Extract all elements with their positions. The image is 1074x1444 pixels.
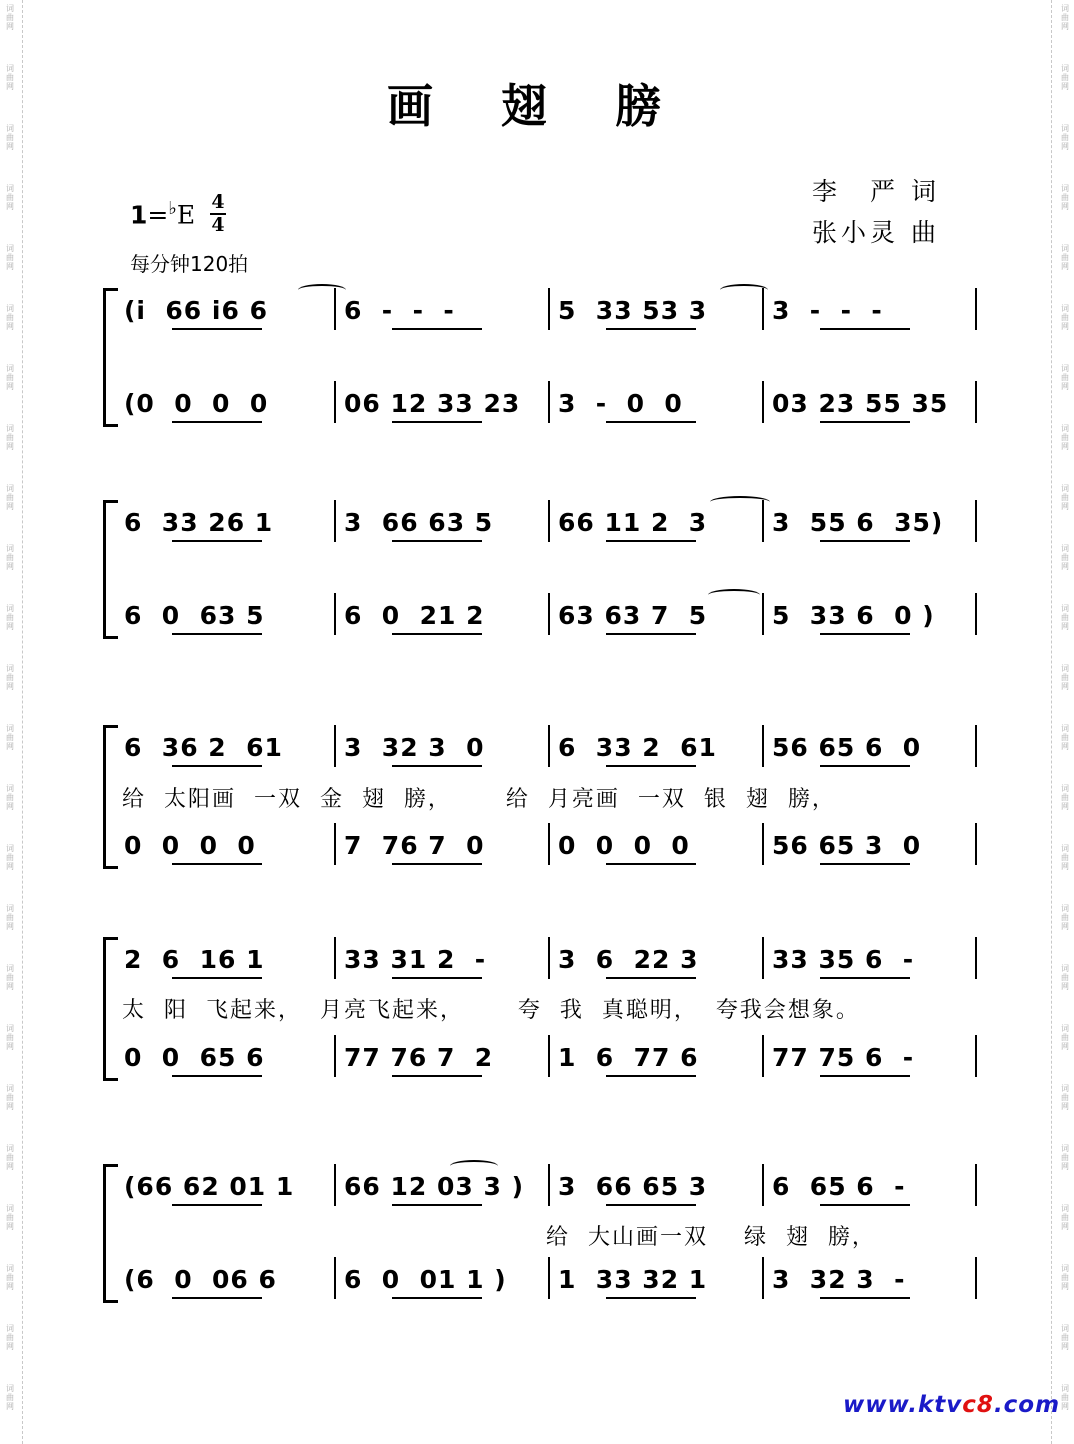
barline — [334, 1257, 336, 1299]
watermark-text: 词曲网 — [6, 124, 14, 151]
barline — [548, 937, 550, 979]
measure — [772, 1043, 972, 1103]
measure — [124, 601, 324, 661]
measure — [772, 831, 972, 891]
beam-underline — [392, 328, 482, 330]
measure — [344, 389, 544, 449]
measure-notes: 6 0 63 5 — [124, 601, 265, 630]
tie-arc — [298, 284, 346, 296]
tie-arc — [708, 589, 760, 601]
measure-notes: 77 75 6 - — [772, 1043, 915, 1072]
beam-underline — [820, 863, 910, 865]
site-prefix: www.ktv — [843, 1392, 963, 1418]
barline — [548, 1035, 550, 1077]
watermark-text: 词曲网 — [6, 664, 14, 691]
measure-notes: 03 23 55 35 — [772, 389, 949, 418]
beam-underline — [172, 765, 262, 767]
measure-notes: 6 65 6 - — [772, 1172, 906, 1201]
measure-notes: 3 66 65 3 — [558, 1172, 708, 1201]
watermark-text: 词曲网 — [6, 484, 14, 511]
watermark-text: 词曲网 — [6, 1144, 14, 1171]
watermark-text: 词曲网 — [6, 544, 14, 571]
measure-notes: (6 0 06 6 — [124, 1265, 277, 1294]
measure-notes: 3 - - - — [772, 296, 883, 325]
barline — [762, 937, 764, 979]
barline — [975, 381, 977, 423]
watermark-text: 词曲网 — [6, 1324, 14, 1351]
watermark-text: 词曲网 — [6, 304, 14, 331]
measure — [558, 831, 758, 891]
measure-notes: 6 0 21 2 — [344, 601, 485, 630]
beam-underline — [392, 421, 482, 423]
measure — [558, 508, 758, 568]
measure — [124, 389, 324, 449]
staff-lower — [0, 1265, 1074, 1325]
barline — [334, 823, 336, 865]
measure — [558, 1043, 758, 1103]
watermark-text: 词曲网 — [1061, 64, 1069, 91]
barline — [975, 288, 977, 330]
beam-underline — [172, 1204, 262, 1206]
watermark-text: 词曲网 — [1061, 364, 1069, 391]
watermark-text: 词曲网 — [1061, 904, 1069, 931]
barline — [334, 593, 336, 635]
measure-notes: 3 66 63 5 — [344, 508, 494, 537]
measure-notes: (i 66 i6 6 — [124, 296, 268, 325]
barline — [334, 381, 336, 423]
measure — [344, 831, 544, 891]
staff-upper — [0, 296, 1074, 356]
beam-underline — [820, 633, 910, 635]
watermark-text: 词曲网 — [1061, 724, 1069, 751]
key-letter: E — [176, 200, 196, 230]
measure-notes: 3 6 22 3 — [558, 945, 699, 974]
measure — [772, 1265, 972, 1325]
measure-notes: 7 76 7 0 — [344, 831, 485, 860]
beam-underline — [172, 328, 262, 330]
barline — [548, 288, 550, 330]
key-one: 1 — [130, 200, 148, 230]
barline — [548, 725, 550, 767]
barline — [762, 725, 764, 767]
measure-notes: 3 55 6 35) — [772, 508, 944, 537]
measure — [124, 1265, 324, 1325]
measure-notes: 0 0 65 6 — [124, 1043, 265, 1072]
beam-underline — [820, 540, 910, 542]
measure-notes: 3 32 3 0 — [344, 733, 485, 762]
beam-underline — [172, 540, 262, 542]
beam-underline — [606, 977, 696, 979]
measure-notes: 06 12 33 23 — [344, 389, 521, 418]
measure-notes: 6 33 2 61 — [558, 733, 717, 762]
beam-underline — [820, 421, 910, 423]
barline — [975, 1257, 977, 1299]
watermark-text: 词曲网 — [1061, 1324, 1069, 1351]
measure — [124, 1172, 324, 1232]
beam-underline — [606, 540, 696, 542]
beam-underline — [606, 1297, 696, 1299]
watermark-text: 词曲网 — [6, 1204, 14, 1231]
beam-underline — [392, 1297, 482, 1299]
watermark-text: 词曲网 — [1061, 664, 1069, 691]
beam-underline — [606, 863, 696, 865]
measure — [344, 508, 544, 568]
measure-notes: 77 76 7 2 — [344, 1043, 494, 1072]
measure-notes: 1 6 77 6 — [558, 1043, 699, 1072]
barline — [334, 725, 336, 767]
beam-underline — [606, 328, 696, 330]
watermark-text: 词曲网 — [6, 724, 14, 751]
lyrics-line: 给 太阳画 一双 金 翅 膀， 给 月亮画 一双 银 翅 膀， — [122, 787, 836, 812]
song-title: 画 翅 膀 — [386, 79, 688, 133]
watermark-text: 词曲网 — [1061, 1264, 1069, 1291]
measure — [558, 389, 758, 449]
barline — [548, 593, 550, 635]
measure-notes: 66 11 2 3 — [558, 508, 708, 537]
measure — [124, 1043, 324, 1103]
measure — [344, 1043, 544, 1103]
watermark-text: 词曲网 — [1061, 544, 1069, 571]
watermark-text: 词曲网 — [1061, 1384, 1069, 1411]
watermark-text: 词曲网 — [1061, 184, 1069, 211]
barline — [762, 1035, 764, 1077]
beam-underline — [606, 633, 696, 635]
measure-notes: 56 65 6 0 — [772, 733, 922, 762]
barline — [975, 593, 977, 635]
lyricist-credit: 李 严 词 — [812, 177, 940, 206]
measure — [772, 508, 972, 568]
beam-underline — [172, 977, 262, 979]
barline — [334, 500, 336, 542]
watermark-text: 词曲网 — [6, 1384, 14, 1411]
watermark-text: 词曲网 — [1061, 1084, 1069, 1111]
key-signature — [130, 198, 195, 229]
beam-underline — [392, 765, 482, 767]
measure — [344, 601, 544, 661]
beam-underline — [172, 633, 262, 635]
watermark-text: 词曲网 — [1061, 484, 1069, 511]
key-eq: = — [147, 200, 169, 230]
measure-notes: 33 35 6 - — [772, 945, 915, 974]
measure-notes: 3 - 0 0 — [558, 389, 683, 418]
lyrics-line: 太 阳 飞起来， 月亮飞起来， 夸 我 真聪明， 夸我会想象。 — [122, 998, 860, 1023]
staff-lower — [0, 1043, 1074, 1103]
meter-top: 4 — [211, 191, 225, 213]
watermark-text: 词曲网 — [1061, 784, 1069, 811]
beam-underline — [392, 863, 482, 865]
site-suffix: .com — [993, 1392, 1061, 1418]
watermark-text: 词曲网 — [1061, 244, 1069, 271]
watermark-text: 词曲网 — [1061, 424, 1069, 451]
measure-notes: 6 0 01 1 ) — [344, 1265, 507, 1294]
tie-arc — [710, 496, 770, 508]
meter-bottom: 4 — [211, 214, 225, 236]
watermark-text: 词曲网 — [1061, 4, 1069, 31]
staff-lower — [0, 389, 1074, 449]
staff-lower — [0, 831, 1074, 891]
measure-notes: 63 63 7 5 — [558, 601, 708, 630]
watermark-text: 词曲网 — [1061, 964, 1069, 991]
lyrics-line: 给 大山画一双 绿 翅 膀， — [546, 1225, 876, 1250]
staff-upper — [0, 508, 1074, 568]
measure-notes: 1 33 32 1 — [558, 1265, 708, 1294]
measure — [772, 389, 972, 449]
watermark-text: 词曲网 — [6, 424, 14, 451]
watermark-text: 词曲网 — [1061, 1144, 1069, 1171]
beam-underline — [172, 1297, 262, 1299]
beam-underline — [820, 328, 910, 330]
tie-arc — [720, 284, 768, 296]
watermark-text: 词曲网 — [6, 1024, 14, 1051]
measure — [124, 508, 324, 568]
barline — [975, 937, 977, 979]
beam-underline — [392, 1075, 482, 1077]
measure-notes: 5 33 6 0 ) — [772, 601, 935, 630]
beam-underline — [172, 421, 262, 423]
beam-underline — [820, 765, 910, 767]
site-accent: c8 — [962, 1392, 994, 1418]
barline — [548, 500, 550, 542]
watermark-text: 词曲网 — [6, 784, 14, 811]
beam-underline — [606, 421, 696, 423]
barline — [762, 1257, 764, 1299]
watermark-text: 词曲网 — [1061, 604, 1069, 631]
measure — [558, 1265, 758, 1325]
measure — [124, 296, 324, 356]
beam-underline — [392, 633, 482, 635]
staff-lower — [0, 601, 1074, 661]
watermark-text: 词曲网 — [6, 1264, 14, 1291]
measure-notes: (66 62 01 1 — [124, 1172, 295, 1201]
barline — [762, 823, 764, 865]
watermark-text: 词曲网 — [1061, 1204, 1069, 1231]
tie-arc — [450, 1160, 498, 1172]
barline — [975, 1035, 977, 1077]
website-logo — [843, 1392, 1060, 1418]
beam-underline — [820, 1204, 910, 1206]
composer-credit: 张小灵 曲 — [812, 218, 940, 247]
measure-notes: 6 33 26 1 — [124, 508, 274, 537]
beam-underline — [820, 1075, 910, 1077]
beam-underline — [606, 765, 696, 767]
measure — [344, 1172, 544, 1232]
watermark-text: 词曲网 — [1061, 304, 1069, 331]
measure-notes: 0 0 0 0 — [558, 831, 690, 860]
barline — [762, 593, 764, 635]
measure — [772, 601, 972, 661]
measure-notes: 3 32 3 - — [772, 1265, 906, 1294]
barline — [975, 823, 977, 865]
barline — [334, 937, 336, 979]
barline — [975, 725, 977, 767]
barline — [548, 381, 550, 423]
measure-notes: 33 31 2 - — [344, 945, 487, 974]
barline — [762, 381, 764, 423]
watermark-text: 词曲网 — [6, 244, 14, 271]
measure-notes: 66 12 03 3 ) — [344, 1172, 525, 1201]
measure-notes: 5 33 53 3 — [558, 296, 708, 325]
barline — [762, 1164, 764, 1206]
watermark-text: 词曲网 — [6, 184, 14, 211]
barline — [975, 500, 977, 542]
barline — [334, 1164, 336, 1206]
beam-underline — [172, 1075, 262, 1077]
barline — [548, 1257, 550, 1299]
beam-underline — [172, 863, 262, 865]
watermark-text: 词曲网 — [6, 64, 14, 91]
flat-sign: ♭ — [168, 198, 177, 219]
watermark-text: 词曲网 — [1061, 1024, 1069, 1051]
measure — [558, 601, 758, 661]
barline — [975, 1164, 977, 1206]
measure-notes: 6 - - - — [344, 296, 455, 325]
tempo-marking: 每分钟120拍 — [130, 252, 249, 276]
beam-underline — [392, 1204, 482, 1206]
staff-upper — [0, 1172, 1074, 1232]
measure-notes: 2 6 16 1 — [124, 945, 265, 974]
watermark-text: 词曲网 — [6, 364, 14, 391]
barline — [548, 823, 550, 865]
beam-underline — [820, 977, 910, 979]
beam-underline — [392, 977, 482, 979]
beam-underline — [392, 540, 482, 542]
watermark-text: 词曲网 — [6, 904, 14, 931]
beam-underline — [606, 1075, 696, 1077]
barline — [548, 1164, 550, 1206]
watermark-text: 词曲网 — [6, 844, 14, 871]
barline — [334, 1035, 336, 1077]
watermark-text: 词曲网 — [6, 964, 14, 991]
measure — [558, 296, 758, 356]
measure — [344, 296, 544, 356]
watermark-text: 词曲网 — [6, 604, 14, 631]
measure — [124, 831, 324, 891]
watermark-text: 词曲网 — [6, 4, 14, 31]
watermark-text: 词曲网 — [1061, 844, 1069, 871]
time-signature — [210, 193, 226, 235]
beam-underline — [820, 1297, 910, 1299]
measure-notes: (0 0 0 0 — [124, 389, 269, 418]
measure-notes: 56 65 3 0 — [772, 831, 922, 860]
measure — [344, 1265, 544, 1325]
watermark-text: 词曲网 — [1061, 124, 1069, 151]
beam-underline — [606, 1204, 696, 1206]
watermark-text: 词曲网 — [6, 1084, 14, 1111]
measure-notes: 0 0 0 0 — [124, 831, 256, 860]
measure-notes: 6 36 2 61 — [124, 733, 283, 762]
measure — [772, 296, 972, 356]
